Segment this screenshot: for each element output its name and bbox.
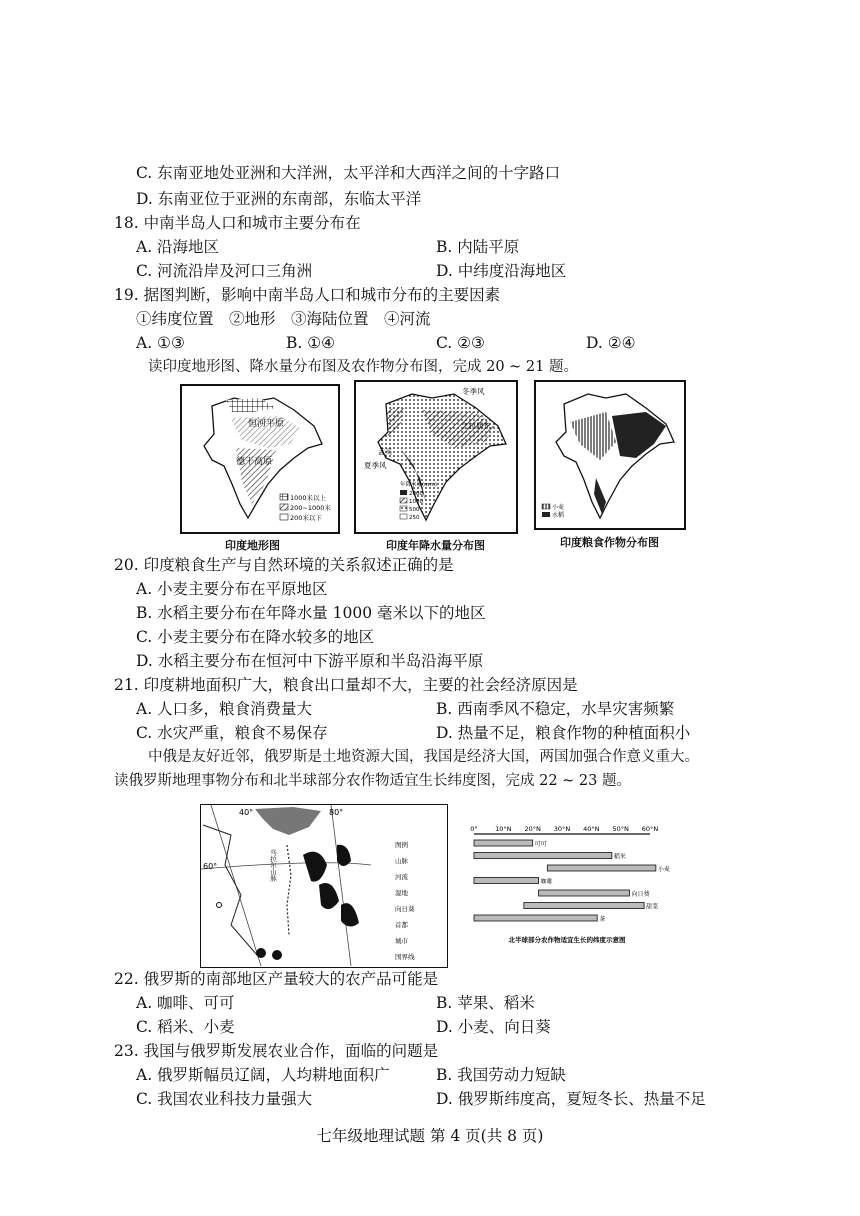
crop-bar-label-4: 向日葵 xyxy=(631,891,650,898)
crop-chart-tick-label: 30°N xyxy=(553,825,571,833)
crops-legend-rice: 水稻 xyxy=(552,512,565,519)
q19-option-d: D. ②④ xyxy=(586,334,636,352)
terrain-caption: 印度地形图 xyxy=(225,539,280,552)
crop-bar-label-5: 甜菜 xyxy=(646,903,659,911)
q20-option-b: B. 水稻主要分布在年降水量 1000 毫米以下的地区 xyxy=(136,604,486,622)
lat-60-label: 60° xyxy=(203,862,218,871)
rainfall-legend-3: 500 xyxy=(409,507,420,513)
q23-stem: 23. 我国与俄罗斯发展农业合作，面临的问题是 xyxy=(114,1042,439,1060)
q22-option-b: B. 苹果、稻米 xyxy=(436,994,535,1012)
q18-option-b: B. 内陆平原 xyxy=(436,238,520,256)
india-crops-map xyxy=(534,380,686,530)
q19-option-b: B. ①④ xyxy=(286,334,336,352)
terrain-legend-3: 200米以下 xyxy=(290,514,322,522)
rainfall-legend-4: 250 xyxy=(409,515,420,521)
russia-legend-title: 图例 xyxy=(395,841,408,849)
crop-bar-label-2: 小麦 xyxy=(657,866,670,873)
q21-option-d: D. 热量不足，粮食作物的种植面积小 xyxy=(436,724,691,742)
summer-monsoon-label: 夏季风 xyxy=(364,461,387,470)
crops-legend-wheat: 小麦 xyxy=(552,504,565,511)
q20-option-d: D. 水稻主要分布在恒河中下游平原和半岛沿海平原 xyxy=(136,652,484,670)
intro-22-23-line1: 中俄是友好近邻，俄罗斯是土地资源大国，我国是经济大国，两国加强合作意义重大。 xyxy=(148,749,699,765)
russia-legend-mountain: 山脉 xyxy=(395,857,408,865)
q23-option-c: C. 我国农业科技力量强大 xyxy=(136,1090,313,1108)
rainfall-legend-2: 1000 xyxy=(409,499,423,505)
q18-option-a: A. 沿海地区 xyxy=(136,238,220,256)
q22-option-a: A. 咖啡、可可 xyxy=(136,994,235,1012)
terrain-legend-1: 1000米以上 xyxy=(290,494,327,502)
russia-legend-border: 国界线 xyxy=(395,953,415,961)
terrain-legend-2: 200~1000米 xyxy=(290,504,331,512)
q19-option-a: A. ①③ xyxy=(136,334,185,352)
mumbai-label: 孟买 xyxy=(378,448,392,456)
crop-chart-bars xyxy=(474,840,670,923)
crop-chart-title: 北半球部分农作物适宜生长的纬度示意图 xyxy=(508,936,626,944)
crop-bar-label-0: 可可 xyxy=(534,841,547,848)
crop-bar-label-3: 咖啡 xyxy=(540,878,553,886)
rainfall-legend-1: 2000 xyxy=(409,491,423,497)
q22-option-d: D. 小麦、向日葵 xyxy=(436,1018,551,1036)
india-rainfall-map xyxy=(354,380,518,534)
ganges-plain-label: 恒河平原 xyxy=(248,419,285,429)
winter-monsoon-label: 冬季风 xyxy=(462,387,485,396)
crop-bar-label-1: 稻米 xyxy=(613,853,626,861)
q21-stem: 21. 印度耕地面积广大，粮食出口量却不大，主要的社会经济原因是 xyxy=(114,676,578,694)
crop-bar-4 xyxy=(539,890,630,896)
crop-chart-ticks xyxy=(470,825,658,834)
russia-legend xyxy=(395,840,415,961)
q21-option-a: A. 人口多，粮食消费量大 xyxy=(136,700,313,718)
crop-chart-tick-label: 0° xyxy=(470,825,478,833)
q22-stem: 22. 俄罗斯的南部地区产量较大的农产品可能是 xyxy=(114,970,439,988)
intro-22-23-line2: 读俄罗斯地理事物分布和北半球部分农作物适宜生长纬度图，完成 22 ~ 23 题。 xyxy=(114,773,631,789)
q20-option-c: C. 小麦主要分布在降水较多的地区 xyxy=(136,628,375,646)
q21-option-b: B. 西南季风不稳定，水旱灾害频繁 xyxy=(436,700,675,718)
q20-stem: 20. 印度粮食生产与自然环境的关系叙述正确的是 xyxy=(114,556,454,574)
q17-option-c: C. 东南亚地处亚洲和大洋洲，太平洋和大西洋之间的十字路口 xyxy=(136,164,561,182)
lon-40-label: 40° xyxy=(239,808,254,817)
crops-caption: 印度粮食作物分布图 xyxy=(560,536,659,549)
crop-bar-3 xyxy=(474,878,539,884)
q18-option-c: C. 河流沿岸及河口三角洲 xyxy=(136,262,313,280)
cherrapunji-label: 乞拉朋齐 xyxy=(462,422,490,430)
russia-legend-sunflower: 向日葵 xyxy=(395,905,415,913)
q23-option-b: B. 我国劳动力短缺 xyxy=(436,1066,566,1084)
india-terrain-map xyxy=(180,384,340,534)
rainfall-legend-title: 年降水量(mm) xyxy=(400,482,438,488)
q17-option-d: D. 东南亚位于亚洲的东南部，东临太平洋 xyxy=(136,190,422,208)
crop-chart-tick-label: 20°N xyxy=(524,825,541,833)
q19-option-c: C. ②③ xyxy=(436,334,485,352)
q18-stem: 18. 中南半岛人口和城市主要分布在 xyxy=(114,214,361,232)
q22-option-c: C. 稻米、小麦 xyxy=(136,1018,235,1036)
crop-chart-tick-label: 40°N xyxy=(583,825,600,833)
russia-map xyxy=(200,804,448,968)
deccan-label: 德干高原 xyxy=(236,457,273,467)
crop-bar-2 xyxy=(547,865,656,871)
crop-bar-6 xyxy=(474,915,597,921)
crop-bar-5 xyxy=(524,903,644,909)
crop-chart-tick-label: 50°N xyxy=(612,825,629,833)
russia-legend-river: 河流 xyxy=(395,873,408,881)
rainfall-caption: 印度年降水量分布图 xyxy=(386,539,485,552)
ural-label: 乌拉尔山脉 xyxy=(269,849,277,882)
page-footer: 七年级地理试题 第 4 页(共 8 页) xyxy=(316,1127,544,1145)
q23-option-a: A. 俄罗斯幅员辽阔，人均耕地面积广 xyxy=(136,1066,390,1084)
russia-legend-wetland: 湿地 xyxy=(395,889,408,897)
crop-chart-tick-label: 10°N xyxy=(495,825,512,833)
intro-20-21: 读印度地形图、降水量分布图及农作物分布图，完成 20 ~ 21 题。 xyxy=(148,359,578,375)
crop-bar-0 xyxy=(474,840,533,846)
q23-option-d: D. 俄罗斯纬度高，夏短冬长、热量不足 xyxy=(436,1090,706,1108)
crop-chart-tick-label: 60°N xyxy=(641,825,659,833)
russia-legend-capital: 首都 xyxy=(395,921,408,929)
russia-legend-city: 城市 xyxy=(395,937,408,945)
q19-factors: ①纬度位置 ②地形 ③海陆位置 ④河流 xyxy=(136,310,431,328)
crop-bar-1 xyxy=(474,853,612,859)
crop-bar-label-6: 茶 xyxy=(599,916,606,923)
q20-option-a: A. 小麦主要分布在平原地区 xyxy=(136,580,328,598)
q21-option-c: C. 水灾严重，粮食不易保存 xyxy=(136,724,328,742)
q18-option-d: D. 中纬度沿海地区 xyxy=(436,262,567,280)
q19-stem: 19. 据图判断，影响中南半岛人口和城市分布的主要因素 xyxy=(114,286,501,304)
india-crops-svg xyxy=(536,382,684,528)
lon-80-label: 80° xyxy=(329,808,344,817)
russia-svg xyxy=(201,805,446,966)
crop-latitude-chart xyxy=(462,820,672,948)
india-terrain-svg xyxy=(182,386,338,532)
india-rainfall-svg xyxy=(356,382,516,532)
